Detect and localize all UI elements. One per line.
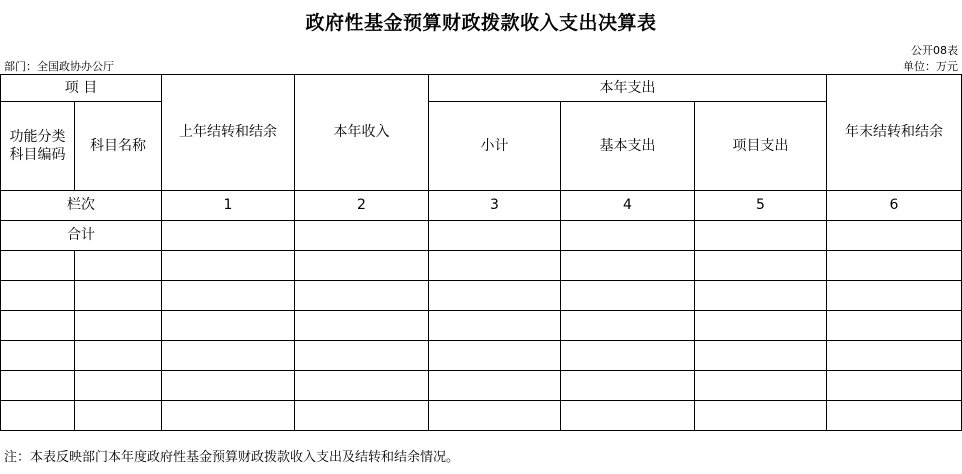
table-cell bbox=[295, 281, 429, 311]
table-cell bbox=[1, 401, 75, 431]
header-subtotal: 小计 bbox=[429, 102, 561, 191]
table-cell bbox=[162, 251, 295, 281]
header-project: 项目支出 bbox=[695, 102, 827, 191]
table-cell bbox=[695, 371, 827, 401]
table-cell bbox=[827, 341, 962, 371]
budget-table bbox=[0, 74, 962, 431]
table-row bbox=[1, 371, 962, 401]
table-cell bbox=[695, 281, 827, 311]
table-cell bbox=[429, 311, 561, 341]
total-label: 合计 bbox=[1, 221, 162, 251]
table-cell bbox=[1, 281, 75, 311]
col-num-2: 2 bbox=[295, 191, 429, 221]
column-number-row bbox=[1, 191, 962, 221]
table-cell bbox=[162, 371, 295, 401]
col-num-6: 6 bbox=[827, 191, 962, 221]
table-cell bbox=[1, 341, 75, 371]
table-cell bbox=[429, 341, 561, 371]
table-cell bbox=[429, 401, 561, 431]
table-cell bbox=[75, 371, 162, 401]
total-cell bbox=[695, 221, 827, 251]
table-cell bbox=[295, 401, 429, 431]
total-cell bbox=[429, 221, 561, 251]
header-func-code bbox=[1, 102, 75, 191]
table-cell bbox=[561, 401, 695, 431]
table-row bbox=[1, 251, 962, 281]
header-carryover-begin: 上年结转和结余 bbox=[162, 75, 295, 191]
table-cell bbox=[561, 281, 695, 311]
header-subject-name: 科目名称 bbox=[75, 102, 162, 191]
header-expenditure: 本年支出 bbox=[429, 75, 827, 102]
table-cell bbox=[162, 341, 295, 371]
col-num-1: 1 bbox=[162, 191, 295, 221]
table-cell bbox=[429, 251, 561, 281]
header-row-2 bbox=[1, 102, 962, 131]
table-cell bbox=[827, 371, 962, 401]
table-cell bbox=[75, 311, 162, 341]
table-cell bbox=[827, 401, 962, 431]
department-label: 部门：全国政协办公厅 bbox=[4, 60, 114, 73]
table-cell bbox=[295, 251, 429, 281]
table-cell bbox=[75, 251, 162, 281]
table-cell bbox=[429, 281, 561, 311]
total-cell bbox=[162, 221, 295, 251]
table-row bbox=[1, 401, 962, 431]
table-cell bbox=[1, 311, 75, 341]
table-cell bbox=[1, 371, 75, 401]
table-cell bbox=[695, 311, 827, 341]
table-cell bbox=[827, 251, 962, 281]
table-cell bbox=[162, 401, 295, 431]
page-title: 政府性基金预算财政拨款收入支出决算表 bbox=[305, 12, 657, 34]
form-number: 公开08表 bbox=[911, 44, 958, 57]
table-cell bbox=[75, 401, 162, 431]
table-cell bbox=[695, 251, 827, 281]
total-row bbox=[1, 221, 962, 251]
table-cell bbox=[295, 341, 429, 371]
table-cell bbox=[295, 371, 429, 401]
header-carryover-end: 年末结转和结余 bbox=[827, 75, 962, 191]
total-cell bbox=[561, 221, 695, 251]
table-cell bbox=[1, 251, 75, 281]
unit-label: 单位：万元 bbox=[903, 60, 958, 73]
table-cell bbox=[75, 281, 162, 311]
row-label: 栏次 bbox=[1, 191, 162, 221]
table-cell bbox=[695, 341, 827, 371]
table-cell bbox=[561, 371, 695, 401]
col-num-3: 3 bbox=[429, 191, 561, 221]
table-cell bbox=[561, 311, 695, 341]
header-basic: 基本支出 bbox=[561, 102, 695, 191]
header-func-code-text: 功能分类科目编码 bbox=[9, 129, 66, 163]
col-num-5: 5 bbox=[695, 191, 827, 221]
table-cell bbox=[162, 311, 295, 341]
total-cell bbox=[827, 221, 962, 251]
header-item: 项 目 bbox=[1, 75, 162, 102]
table-row bbox=[1, 341, 962, 371]
col-num-4: 4 bbox=[561, 191, 695, 221]
table-cell bbox=[561, 251, 695, 281]
header-income: 本年收入 bbox=[295, 75, 429, 191]
total-cell bbox=[295, 221, 429, 251]
header-row-1 bbox=[1, 75, 962, 102]
table-cell bbox=[295, 311, 429, 341]
table-row bbox=[1, 281, 962, 311]
table-cell bbox=[162, 281, 295, 311]
table-note: 注：本表反映部门本年度政府性基金预算财政拨款收入支出及结转和结余情况。 bbox=[4, 450, 460, 465]
table-cell bbox=[827, 311, 962, 341]
table-cell bbox=[561, 341, 695, 371]
table-cell bbox=[695, 401, 827, 431]
table-cell bbox=[75, 341, 162, 371]
table-cell bbox=[429, 371, 561, 401]
table-cell bbox=[827, 281, 962, 311]
table-row bbox=[1, 311, 962, 341]
